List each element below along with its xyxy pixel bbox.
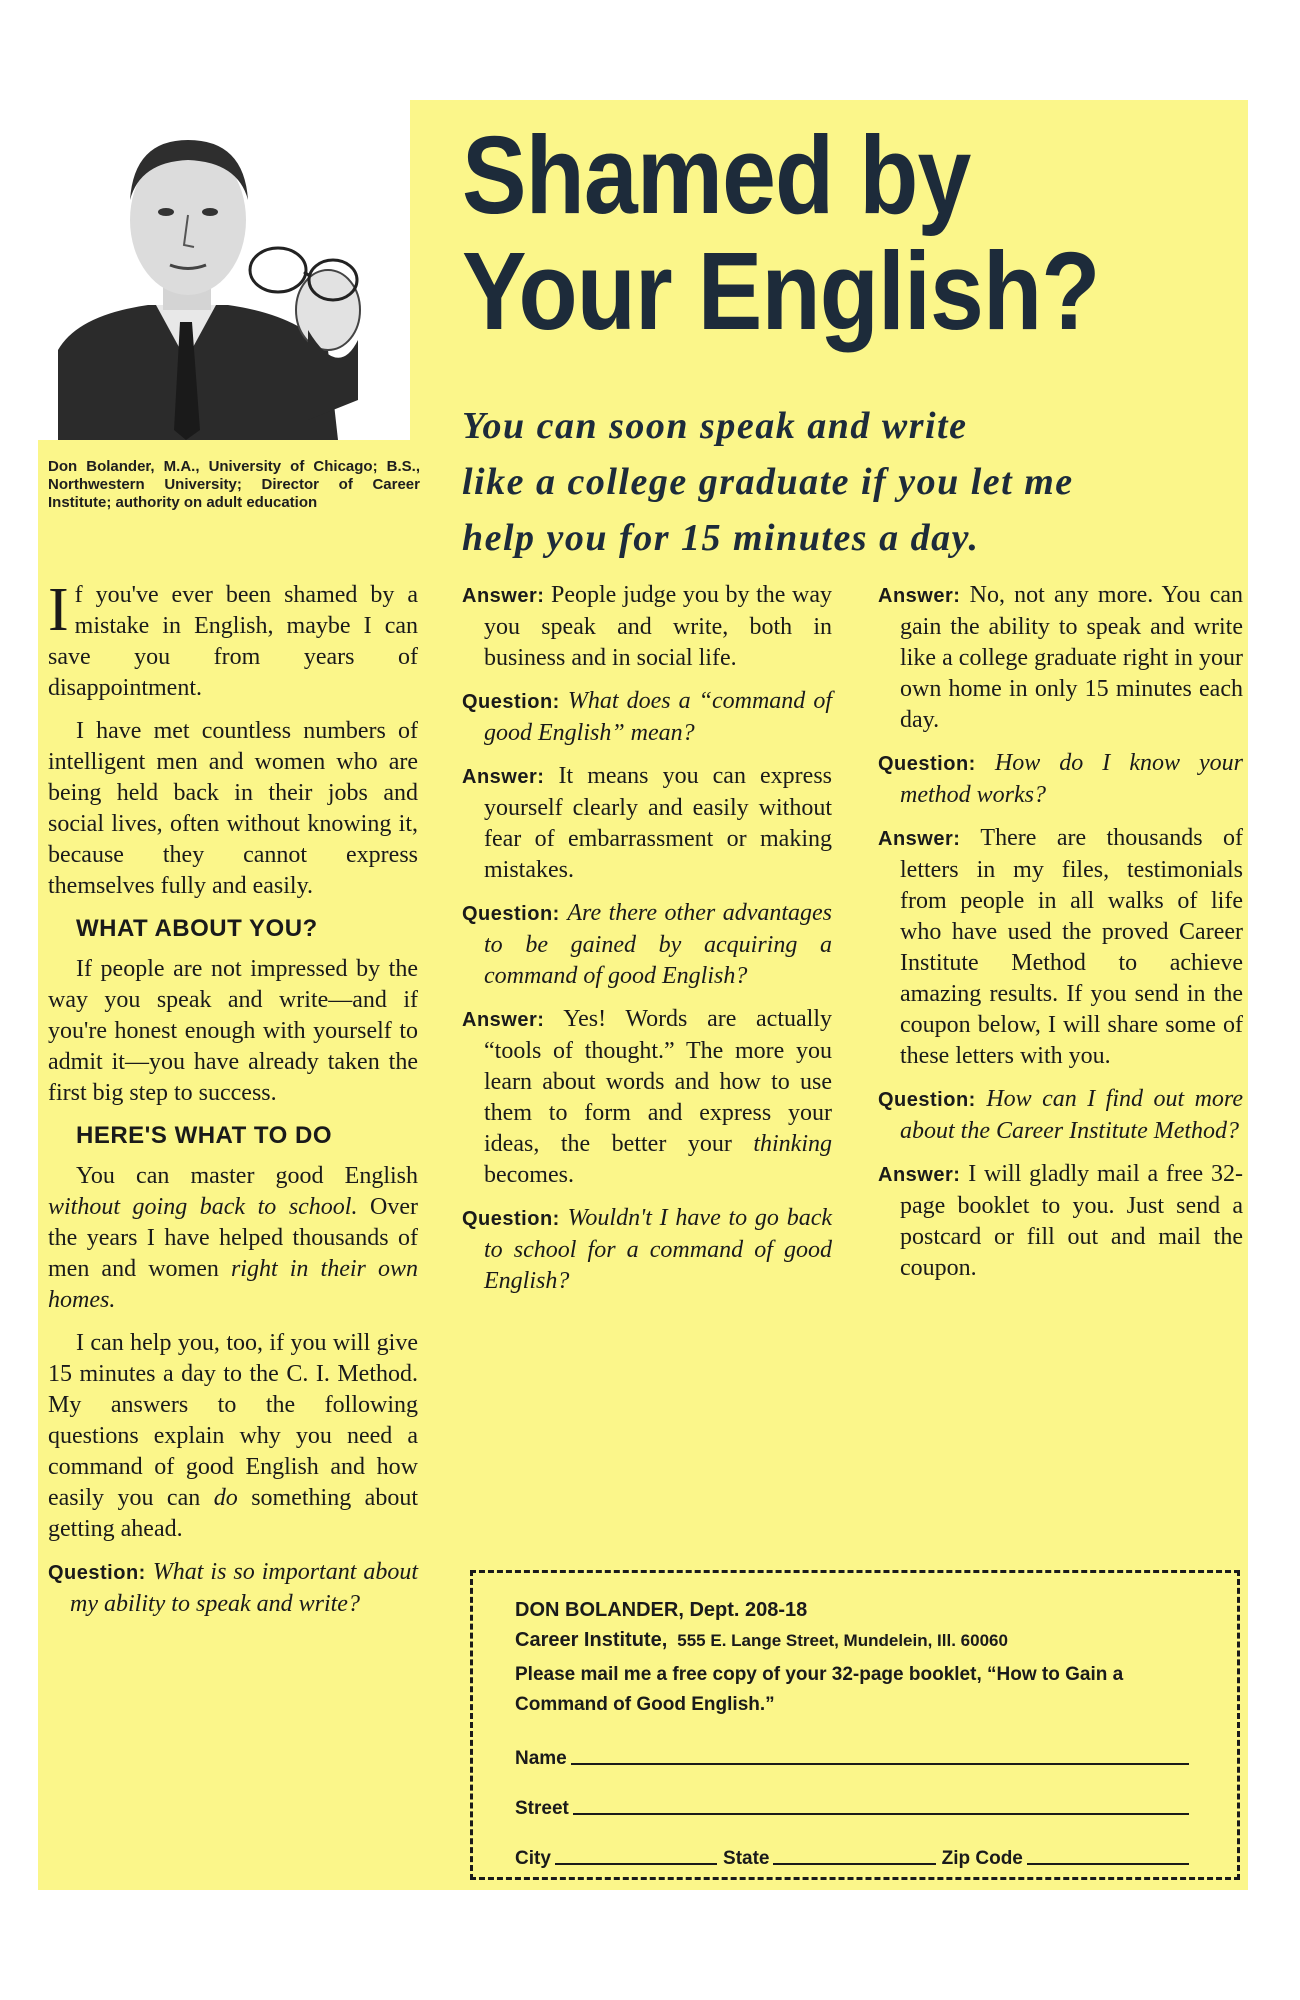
zip-label: Zip Code — [941, 1848, 1023, 1869]
subhead-line-2: like a college graduate if you let me — [462, 461, 1074, 503]
city-field[interactable] — [555, 1863, 717, 1865]
name-field[interactable] — [571, 1763, 1189, 1765]
p5-text-a: I can help you, too, if you will give 15 minutes a day to the C. I. Method. My answers to the following questions explain why you need a command of good English and how easily you can — [48, 1330, 418, 1511]
state-field[interactable] — [773, 1863, 935, 1865]
street-field[interactable] — [573, 1813, 1189, 1815]
question-text: What does a “command of good English” mean? — [484, 688, 833, 746]
answer-label: Answer: — [878, 828, 961, 850]
answer-text-b: thinking — [753, 1131, 832, 1157]
question-text: What is so important about my ability to speak and write? — [70, 1559, 419, 1617]
paragraph-2: I have met countless numbers of intelligent men and women who are being held back in their jobs and social lives, often without knowing it, because they cannot express themselves fully and easily. — [48, 718, 418, 899]
portrait-photo — [38, 100, 410, 440]
section-heading-what-about-you: WHAT ABOUT YOU? — [76, 915, 318, 942]
coupon-address — [515, 1625, 1195, 1656]
question-4 — [462, 1203, 832, 1297]
name-label: Name — [515, 1748, 567, 1769]
subhead-line-3: help you for 15 minutes a day. — [462, 517, 980, 559]
coupon-request-text: Please mail me a free copy of your 32-page booklet, “How to Gain a Command of Good English.” — [515, 1664, 1124, 1715]
p4-text-d: right in their own homes. — [48, 1256, 418, 1313]
question-text: Wouldn't I have to go back to school for a command of good English? — [484, 1205, 833, 1294]
question-text: How do I know your method works? — [900, 750, 1244, 808]
question-label: Question: — [462, 1208, 560, 1230]
answer-3 — [462, 1004, 832, 1191]
answer-4 — [878, 580, 1243, 736]
coupon-recipient: DON BOLANDER, Dept. 208-18 — [515, 1599, 808, 1621]
answer-6 — [878, 1159, 1243, 1284]
question-label: Question: — [462, 691, 560, 713]
answer-text: People judge you by the way you speak and write, both in business and in social life. — [484, 582, 832, 671]
street-label: Street — [515, 1798, 569, 1819]
answer-text-c: becomes. — [484, 1162, 574, 1188]
zip-field[interactable] — [1027, 1863, 1189, 1865]
city-label: City — [515, 1848, 551, 1869]
state-label: State — [723, 1848, 770, 1869]
answer-1 — [462, 580, 832, 674]
coupon-org: Career Institute, — [515, 1629, 668, 1651]
question-2 — [462, 686, 832, 749]
city-state-zip-row — [515, 1840, 1195, 1870]
paragraph-5 — [48, 1328, 418, 1545]
p4-text-c: Over the years I have helped thousands of men and women — [48, 1194, 419, 1282]
question-text: How can I find out more about the Career Institute Method? — [900, 1086, 1244, 1144]
section-heading-heres-what-to-do: HERE'S WHAT TO DO — [76, 1122, 332, 1149]
portrait-photo-icon — [38, 100, 410, 440]
answer-label: Answer: — [462, 1009, 545, 1031]
p5-text-b: do — [213, 1485, 238, 1511]
answer-label: Answer: — [462, 766, 545, 788]
answer-5 — [878, 823, 1243, 1072]
drop-cap: I — [48, 576, 69, 644]
column-2 — [462, 580, 832, 1309]
p5-text-c: something about getting ahead. — [48, 1485, 418, 1542]
headline — [462, 114, 1113, 353]
coupon-street-address: 555 E. Lange Street, Mundelein, Ill. 60060 — [677, 1631, 1008, 1650]
p4-text-a: You can master good English — [76, 1163, 418, 1189]
paragraph-4 — [48, 1161, 418, 1316]
question-5 — [878, 748, 1243, 811]
street-field-row — [515, 1790, 1195, 1820]
question-6 — [878, 1084, 1243, 1147]
intro-paragraph — [48, 576, 418, 704]
name-field-row — [515, 1740, 1195, 1770]
answer-text: No, not any more. You can gain the ability to speak and write like a college graduate right in your own home in only 15 minutes each day. — [900, 582, 1244, 733]
question-text: Are there other advantages to be gained by acquiring a command of good English? — [484, 900, 832, 989]
question-label: Question: — [878, 1089, 976, 1111]
paragraph-3: If people are not impressed by the way you speak and write—and if you're honest enough with yourself to admit it—you have already taken the first big step to success. — [48, 956, 418, 1106]
subhead-line-1: You can soon speak and write — [462, 405, 968, 447]
photo-caption: Don Bolander, M.A., University of Chicago; B.S., Northwestern University; Director of Career Institute; authority on adult education — [48, 458, 420, 511]
answer-label: Answer: — [878, 1164, 961, 1186]
column-3 — [878, 580, 1243, 1296]
answer-text: There are thousands of letters in my files, testimonials from people in all walks of life who have used the proved Career Institute Method to achieve amazing results. If you send in the coupon below, I will share some of these letters with you. — [900, 825, 1243, 1069]
answer-text: I will gladly mail a free 32-page booklet to you. Just send a postcard or fill out and mail the coupon. — [900, 1161, 1243, 1281]
intro-text: f you've ever been shamed by a mistake in English, maybe I can save you from years of disappointment. — [48, 582, 418, 701]
answer-label: Answer: — [878, 585, 961, 607]
subheadline — [462, 398, 1222, 566]
question-1 — [48, 1557, 418, 1620]
headline-line-1: Shamed by — [462, 114, 971, 237]
answer-label: Answer: — [462, 585, 545, 607]
mail-coupon[interactable] — [470, 1570, 1240, 1880]
p4-text-b: without going back to school. — [48, 1194, 358, 1220]
headline-line-2: Your English? — [462, 230, 1100, 353]
column-1 — [48, 576, 419, 1632]
question-label: Question: — [462, 903, 560, 925]
answer-text: It means you can express yourself clearly and easily without fear of embarrassment or making mistakes. — [484, 763, 833, 883]
answer-2 — [462, 761, 832, 886]
question-3 — [462, 898, 832, 992]
question-label: Question: — [878, 753, 976, 775]
question-label: Question: — [48, 1562, 146, 1584]
answer-text-a: Yes! Words are actually “tools of thought.” The more you learn about words and how to use them to form and express your ideas, the better your — [484, 1006, 832, 1157]
